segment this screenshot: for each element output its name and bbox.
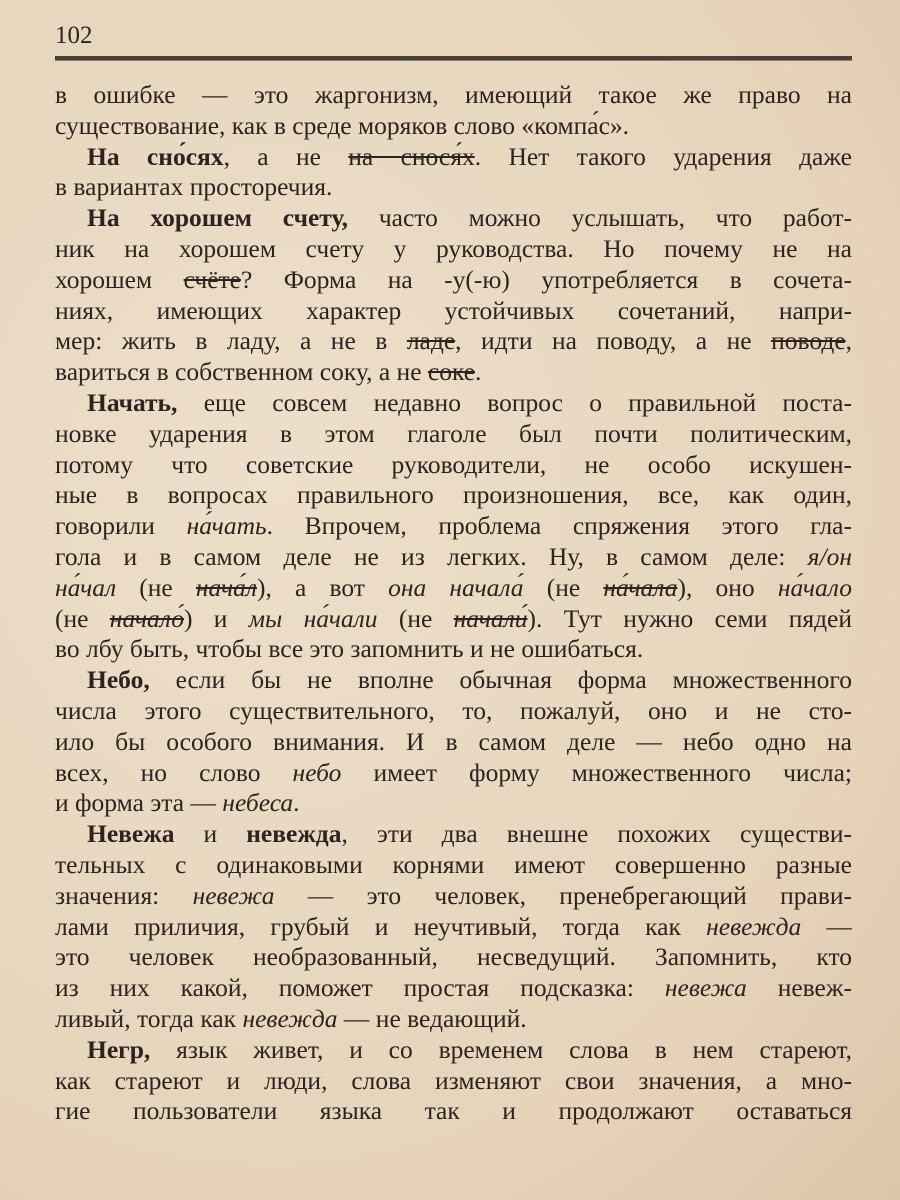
text-line — [55, 234, 852, 265]
text-run: в ошибке — это жаргонизм, имеющий такое же право на — [55, 80, 852, 109]
text-run: ). Тут нужно семи пядей — [527, 603, 852, 633]
text-line — [55, 1066, 852, 1097]
text-run: потому что советские руководители, не особо искушен- — [55, 449, 852, 479]
text-run: гие пользователи языка так и продолжают оставаться — [55, 1096, 852, 1126]
text-line — [55, 172, 852, 203]
text-line — [55, 80, 852, 111]
text-run: , идти на поводу, а не — [455, 326, 772, 356]
text-line — [55, 881, 852, 912]
text-line — [55, 973, 852, 1004]
italic-term: на́чало — [777, 572, 852, 602]
paragraph-first-line — [55, 388, 852, 419]
struck-incorrect-form: начало́ — [109, 603, 184, 633]
text-run: значения: — [55, 880, 193, 910]
text-line — [55, 850, 852, 881]
text-run: (не — [377, 603, 454, 633]
text-run: как стареют и люди, слова изменяют свои значения, а мно- — [55, 1065, 852, 1095]
struck-incorrect-form: на́чала — [603, 572, 678, 602]
headword: Небо, — [87, 665, 150, 695]
text-run: — не ведающий. — [337, 1003, 527, 1033]
text-line — [55, 480, 852, 511]
text-run: ник на хорошем счету у руководства. Но почему не на — [55, 233, 852, 263]
text-line — [55, 326, 852, 357]
headword: Невежа — [87, 819, 175, 849]
italic-term: мы на́чали — [248, 603, 378, 633]
struck-incorrect-form: нача́л — [195, 572, 257, 602]
text-run: — — [801, 911, 852, 941]
text-run: . — [475, 357, 482, 387]
text-run: тельных с одинаковыми корнями имеют совершенно разные — [55, 849, 852, 879]
text-line — [55, 450, 852, 481]
text-line — [55, 604, 852, 635]
text-run: гола и в самом деле не из легких. Ну, в самом деле: — [55, 541, 808, 571]
text-run: ), а вот — [257, 572, 389, 602]
text-run: во лбу быть, чтобы все это запомнить и не ошибаться. — [55, 634, 644, 664]
text-line — [55, 296, 852, 327]
text-line — [55, 357, 852, 388]
text-line — [55, 1096, 852, 1127]
text-run: из них какой, поможет простая подсказка: — [55, 973, 665, 1003]
struck-incorrect-form: счёте — [183, 264, 241, 294]
headword: На хорошем счету, — [87, 203, 349, 233]
text-run: мер: жить в ладу, а не в — [55, 326, 407, 356]
text-run: язык живет, и со временем слова в нем стареют, — [150, 1034, 852, 1064]
struck-incorrect-form: ладе — [406, 326, 456, 356]
text-run: (не — [523, 572, 604, 602]
text-run: всех, но слово — [55, 757, 293, 787]
text-run: ные в вопросах правильного произношения, все, как один, — [55, 480, 852, 510]
italic-term: небеса — [222, 788, 294, 818]
text-run: еще совсем недавно вопрос о правильной поста- — [177, 387, 852, 417]
text-run: . Впрочем, проблема спряжения этого гла- — [266, 511, 852, 541]
text-run: ? Форма на -у(-ю) употребляется в сочета- — [240, 264, 852, 294]
text-run: . Нет такого ударения даже — [474, 141, 852, 171]
italic-term: невежда — [706, 911, 802, 941]
text-run: существование, как в среде моряков слово «компа́с». — [55, 110, 630, 140]
text-run: . — [293, 788, 300, 818]
text-run: вариться в собственном соку, а не — [55, 357, 428, 387]
headword: Начать, — [87, 387, 178, 417]
headword: невежда — [246, 819, 342, 849]
text-run: ило бы особого внимания. И в самом деле — небо одно на — [55, 726, 852, 756]
page-body-text — [55, 80, 852, 1127]
text-line — [55, 634, 852, 665]
italic-term: невежа — [192, 880, 275, 910]
text-line — [55, 912, 852, 943]
paragraph-first-line — [55, 665, 852, 696]
text-run: , — [845, 326, 852, 356]
text-line — [55, 727, 852, 758]
italic-term: она начала́ — [388, 572, 524, 602]
paragraph-first-line — [55, 819, 852, 850]
text-line — [55, 942, 852, 973]
italic-term: невежда — [242, 1003, 338, 1033]
text-run: ливый, тогда как — [55, 1003, 243, 1033]
text-run: ), оно — [677, 572, 778, 602]
text-run: часто можно услышать, что работ- — [348, 203, 852, 233]
text-line — [55, 696, 852, 727]
italic-term: я/он — [807, 541, 852, 571]
text-run: говорили — [55, 511, 187, 541]
text-run: и форма эта — — [55, 788, 223, 818]
text-run: лами приличия, грубый и неучтивый, тогда как — [55, 911, 707, 941]
text-run: если бы не вполне обычная форма множественного — [149, 665, 852, 695]
paragraph-first-line — [55, 203, 852, 234]
italic-term: на́чал — [55, 572, 117, 602]
text-run: невеж- — [746, 973, 852, 1003]
text-run: в вариантах просторечия. — [55, 172, 333, 202]
text-run: хорошем — [55, 264, 184, 294]
italic-term: невежа — [664, 973, 747, 1003]
italic-term: на́чать — [186, 511, 267, 541]
text-run: числа этого существительного, то, пожалуй, оно и не сто- — [55, 695, 852, 725]
text-line — [55, 111, 852, 142]
paragraph-first-line — [55, 1035, 852, 1066]
text-line — [55, 511, 852, 542]
page-number: 102 — [55, 22, 93, 49]
italic-term: небо — [292, 757, 342, 787]
struck-incorrect-form: на снося́х — [348, 141, 475, 171]
text-run: ниях, имеющих характер устойчивых сочетаний, напри- — [55, 295, 852, 325]
text-line — [55, 542, 852, 573]
text-run: имеет форму множественного числа; — [341, 757, 852, 787]
struck-incorrect-form: начали́ — [453, 603, 528, 633]
text-run: (не — [55, 603, 110, 633]
text-run: — это человек, пренебрегающий прави- — [274, 880, 852, 910]
struck-incorrect-form: поводе — [771, 326, 846, 356]
text-line — [55, 573, 852, 604]
text-run: новке ударения в этом глаголе был почти политическим, — [55, 418, 852, 448]
header-rule — [55, 56, 852, 61]
struck-incorrect-form: соке — [427, 357, 476, 387]
text-line — [55, 265, 852, 296]
headword: Негр, — [87, 1034, 151, 1064]
text-line — [55, 1004, 852, 1035]
text-run: ) и — [183, 603, 249, 633]
text-run: (не — [116, 572, 196, 602]
text-line — [55, 419, 852, 450]
text-run: , эти два внешне похожих существи- — [341, 819, 852, 849]
headword: На сно́сях — [87, 141, 224, 171]
text-run: , а не — [223, 141, 349, 171]
text-run: это человек необразованный, несведущий. Запомнить, кто — [55, 942, 852, 972]
text-line — [55, 788, 852, 819]
paragraph-first-line — [55, 142, 852, 173]
text-line — [55, 758, 852, 789]
text-run: и — [174, 819, 247, 849]
